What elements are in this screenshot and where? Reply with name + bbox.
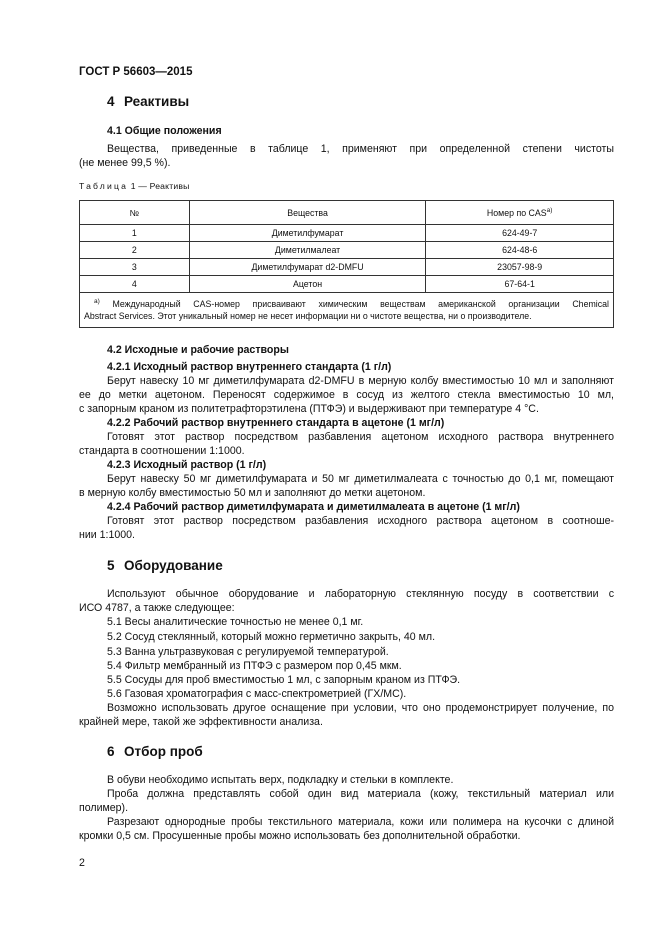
- s423-line-1: Берут навеску 50 мг диметилфумарата и 50 мг диметилмалеата с точностью до 0,1 мг, помещают: [107, 473, 614, 485]
- table-cell-no: 2: [80, 242, 190, 259]
- s6-line-4: Разрезают однородные пробы текстильного материала, кожи или полимера на кусочки с длиной: [107, 816, 614, 828]
- equipment-item: 5.5 Сосуды для проб вместимостью 1 мл, с запорным краном из ПТФЭ.: [107, 674, 461, 686]
- table-row: [80, 242, 614, 259]
- s6-line-2: Проба должна представлять собой один вид материала (кожу, текстильный материал или: [107, 788, 614, 800]
- s421-line-3: с запорным краном из политетрафторэтилена (ПТФЭ) и выдерживают при температуре 4 °C.: [79, 403, 539, 415]
- table-header-no: №: [80, 201, 190, 225]
- s421-line-2: ее до метки ацетоном. Переносят содержимое в сосуд из желтого стекла вместимостью 10 мл,: [79, 389, 614, 401]
- s421-line-1: Берут навеску 10 мг диметилфумарата d2-DMFU в мерную колбу вместимостью 10 мл и заполняют: [107, 375, 614, 387]
- table-cell-substance: Ацетон: [189, 276, 426, 293]
- section-5-number: 5: [107, 558, 115, 573]
- section-4-number: 4: [107, 94, 115, 109]
- equipment-item: 5.2 Сосуд стеклянный, который можно герметично закрыть, 40 мл.: [107, 631, 436, 643]
- equipment-item: 5.1 Весы аналитические точностью не менее 0,1 мг.: [107, 616, 364, 628]
- s5-outro-line-2: крайней мере, такой же эффективности анализа.: [79, 716, 323, 728]
- table-cell-cas: 624-49-7: [426, 225, 614, 242]
- document-code: ГОСТ Р 56603—2015: [79, 66, 193, 78]
- table-row: [80, 225, 614, 242]
- table-cell-cas: 624-48-6: [426, 242, 614, 259]
- table-footnote-line-1: Международный CAS-номер присваивают химическим веществам американской организации Chemical: [99, 299, 609, 309]
- subsection-4-2-title: 4.2 Исходные и рабочие растворы: [107, 344, 289, 356]
- reagents-table: [79, 200, 614, 328]
- section-5-title: Оборудование: [124, 558, 223, 573]
- table-footnote: [80, 293, 614, 328]
- section-4-heading: [107, 94, 189, 109]
- table-header-cas: [426, 201, 614, 225]
- subsection-4-2-3-title: 4.2.3 Исходный раствор (1 г/л): [107, 459, 267, 471]
- equipment-item: 5.6 Газовая хроматография с масс-спектрометрией (ГХ/МС).: [107, 688, 407, 700]
- table-cell-substance: Диметилфумарат: [189, 225, 426, 242]
- table-caption-rest: 1 — Реактивы: [128, 181, 190, 191]
- table-cell-substance: Диметилмалеат: [189, 242, 426, 259]
- table-cell-no: 1: [80, 225, 190, 242]
- s41-line-1: Вещества, приведенные в таблице 1, применяют при определенной степени чистоты: [107, 143, 614, 155]
- equipment-item: 5.3 Ванна ультразвуковая с регулируемой температурой.: [107, 646, 389, 658]
- table-header-row: [80, 201, 614, 225]
- s6-line-5: кромки 0,5 см. Просушенные пробы можно использовать без дополнительной обработки.: [79, 830, 521, 842]
- table-cell-cas: 67-64-1: [426, 276, 614, 293]
- table-cell-cas: 23057-98-9: [426, 259, 614, 276]
- subsection-4-2-1-title: 4.2.1 Исходный раствор внутреннего стандарта (1 г/л): [107, 361, 392, 373]
- s423-line-2: в мерную колбу вместимостью 50 мл и заполняют до метки ацетоном.: [79, 487, 426, 499]
- section-6-heading: [107, 744, 203, 759]
- table-header-substance: Вещества: [189, 201, 426, 225]
- section-6-number: 6: [107, 744, 115, 759]
- s422-line-2: стандарта в соотношении 1:1000.: [79, 445, 245, 457]
- subsection-4-2-2-title: 4.2.2 Рабочий раствор внутреннего стандарта в ацетоне (1 мг/л): [107, 417, 445, 429]
- section-6-title: Отбор проб: [124, 744, 203, 759]
- section-4-title: Реактивы: [124, 94, 190, 109]
- s424-line-1: Готовят этот раствор посредством разбавления исходного раствора ацетоном в соотноше-: [107, 515, 614, 527]
- table-row: [80, 276, 614, 293]
- table-footnote-mark: a): [94, 298, 100, 306]
- table-footnote-row: [80, 293, 614, 328]
- table-cell-no: 3: [80, 259, 190, 276]
- s5-intro-line-2: ИСО 4787, а также следующее:: [79, 602, 235, 614]
- page-number: 2: [79, 857, 85, 869]
- s424-line-2: нии 1:1000.: [79, 529, 135, 541]
- subsection-4-2-4-title: 4.2.4 Рабочий раствор диметилфумарата и диметилмалеата в ацетоне (1 мг/л): [107, 501, 520, 513]
- table-header-footnote-mark: a): [546, 206, 553, 214]
- table-footnote-line-2: Abstract Services. Этот уникальный номер не несет информации ни о чистоте вещества, ни о производителе.: [84, 311, 532, 321]
- subsection-4-1-title: 4.1 Общие положения: [107, 125, 222, 137]
- equipment-item: 5.4 Фильтр мембранный из ПТФЭ с размером пор 0,45 мкм.: [107, 660, 402, 672]
- s5-outro-line-1: Возможно использовать другое оснащение при условии, что оно продемонстрирует получение, по: [107, 702, 614, 714]
- s6-line-3: полимер).: [79, 802, 129, 814]
- table-cell-no: 4: [80, 276, 190, 293]
- table-cell-substance: Диметилфумарат d2-DMFU: [189, 259, 426, 276]
- table-header-cas-label: Номер по CAS: [486, 207, 547, 218]
- s41-line-2: (не менее 99,5 %).: [79, 157, 171, 169]
- table-row: [80, 259, 614, 276]
- table-caption-prefix: Таблица: [79, 181, 129, 191]
- s5-intro-line-1: Используют обычное оборудование и лабораторную стеклянную посуду в соответствии с: [107, 588, 614, 600]
- section-5-heading: [107, 558, 223, 573]
- table-caption: [79, 181, 190, 191]
- s422-line-1: Готовят этот раствор посредством разбавления ацетоном исходного раствора внутреннего: [107, 431, 614, 443]
- s6-line-1: В обуви необходимо испытать верх, подкладку и стельки в комплекте.: [107, 774, 454, 786]
